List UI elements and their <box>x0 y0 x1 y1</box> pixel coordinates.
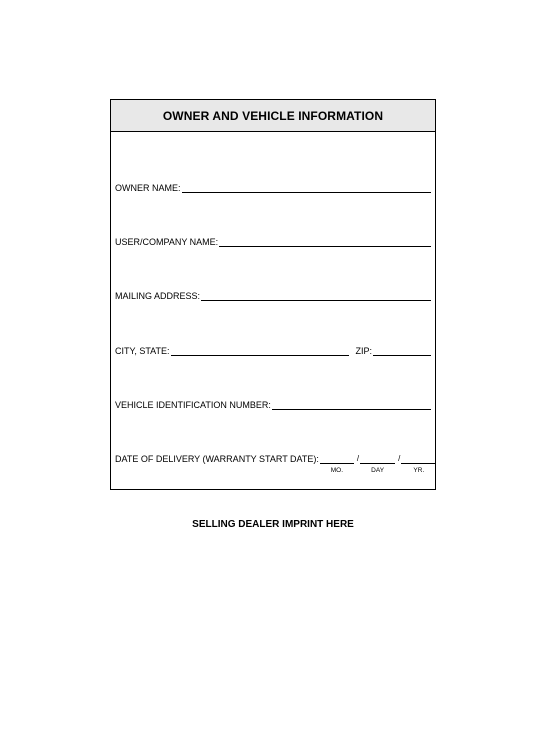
vin-row <box>115 396 431 410</box>
date-separator: / <box>398 454 401 463</box>
owner-name-field[interactable] <box>182 192 431 193</box>
mailing-address-label: MAILING ADDRESS: <box>115 291 201 301</box>
day-caption: DAY <box>371 467 385 474</box>
city-state-label: CITY, STATE: <box>115 346 170 356</box>
delivery-date-label: DATE OF DELIVERY (WARRANTY START DATE): <box>115 454 319 464</box>
delivery-year-field[interactable] <box>401 463 436 474</box>
form-title: OWNER AND VEHICLE INFORMATION <box>111 100 435 132</box>
zip-field[interactable] <box>373 355 431 356</box>
zip-label: ZIP: <box>355 346 373 356</box>
delivery-day-field[interactable] <box>360 463 395 474</box>
city-state-field[interactable] <box>171 355 349 356</box>
month-caption: MO. <box>330 467 344 474</box>
date-separator: / <box>356 454 360 463</box>
company-name-label: USER/COMPANY NAME: <box>115 237 219 247</box>
owner-name-label: OWNER NAME: <box>115 183 181 193</box>
company-name-row <box>115 233 431 247</box>
year-caption: YR. <box>413 467 425 474</box>
mailing-address-row <box>115 287 431 301</box>
city-state-row <box>115 342 431 356</box>
owner-vehicle-form <box>110 99 436 490</box>
delivery-month-field[interactable] <box>320 463 354 474</box>
dealer-imprint-label: SELLING DEALER IMPRINT HERE <box>192 519 354 530</box>
delivery-date-row <box>115 450 431 474</box>
vin-field[interactable] <box>272 409 431 410</box>
company-name-field[interactable] <box>219 246 431 247</box>
owner-name-row <box>115 179 431 193</box>
mailing-address-field[interactable] <box>201 300 431 301</box>
vin-label: VEHICLE IDENTIFICATION NUMBER: <box>115 400 271 410</box>
